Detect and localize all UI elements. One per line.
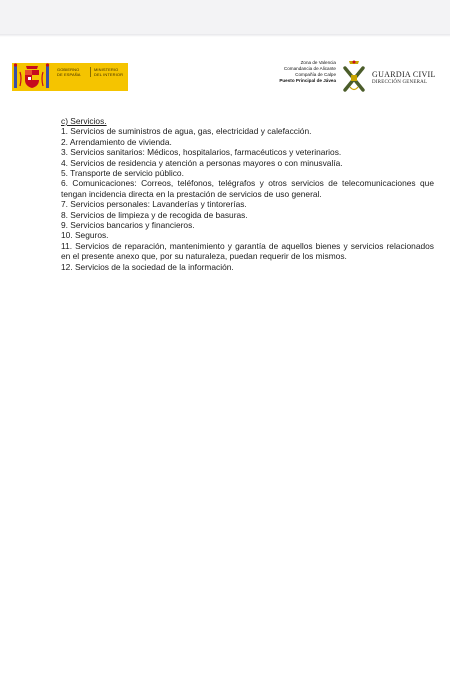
list-item: 1. Servicios de suministros de agua, gas, electricidad y calefacción. xyxy=(61,126,312,137)
list-item: 11. Servicios de reparación, mantenimiento y garantía de aquellos bienes y servicios relacionados en el presente anexo que, por su naturaleza, puedan requerir de los mismos. xyxy=(61,240,434,262)
comandancia-text: Comandancia de Alicante xyxy=(283,66,336,71)
list-item: 9. Servicios bancarios y financieros. xyxy=(61,220,195,231)
list-item: 6. Comunicaciones: Correos, teléfonos, telégrafos y otros servicios de telecomunicaciones que tengan incidencia directa en la prestación de servicios de uso general. xyxy=(61,178,434,199)
list-item: 3. Servicios sanitarios: Médicos, hospitalarios, farmacéuticos y veterinarios. xyxy=(61,147,342,158)
gobierno-label: GOBIERNO DE ESPAÑA xyxy=(57,67,81,77)
compania-text: Compañía de Calpe xyxy=(295,72,336,77)
list-item: 2. Arrendamiento de vivienda. xyxy=(61,136,172,147)
list-item: 12. Servicios de la sociedad de la información. xyxy=(61,261,234,272)
browser-top-bar xyxy=(0,0,450,35)
zona-text: Zona de Valencia xyxy=(300,60,336,65)
section-heading: c) Servicios. xyxy=(61,116,107,126)
guardia-civil-emblem-icon xyxy=(341,60,367,94)
list-item: 8. Servicios de limpieza y de recogida de basuras. xyxy=(61,209,248,220)
spain-coat-of-arms-icon xyxy=(12,60,52,94)
direccion-general-subtitle: DIRECCIÓN GENERAL xyxy=(372,80,428,85)
guardia-civil-title-block xyxy=(372,70,442,85)
gobierno-ministerio-logo xyxy=(12,60,128,94)
unit-address-block xyxy=(279,60,336,84)
list-item: 10. Seguros. xyxy=(61,230,109,241)
gobierno-ministerio-banner xyxy=(52,63,128,91)
puesto-text: Puesto Principal de Jávea xyxy=(279,78,336,83)
guardia-civil-title: GUARDIA CIVIL xyxy=(372,70,436,79)
list-item: 4. Servicios de residencia y atención a personas mayores o con minusvalía. xyxy=(61,157,343,168)
list-item: 5. Transporte de servicio público. xyxy=(61,168,184,179)
ministerio-label: MINISTERIO DEL INTERIOR xyxy=(90,67,123,77)
document-page xyxy=(0,38,450,700)
list-item: 7. Servicios personales: Lavanderías y tintorerías. xyxy=(61,199,247,210)
document-body xyxy=(61,116,434,272)
